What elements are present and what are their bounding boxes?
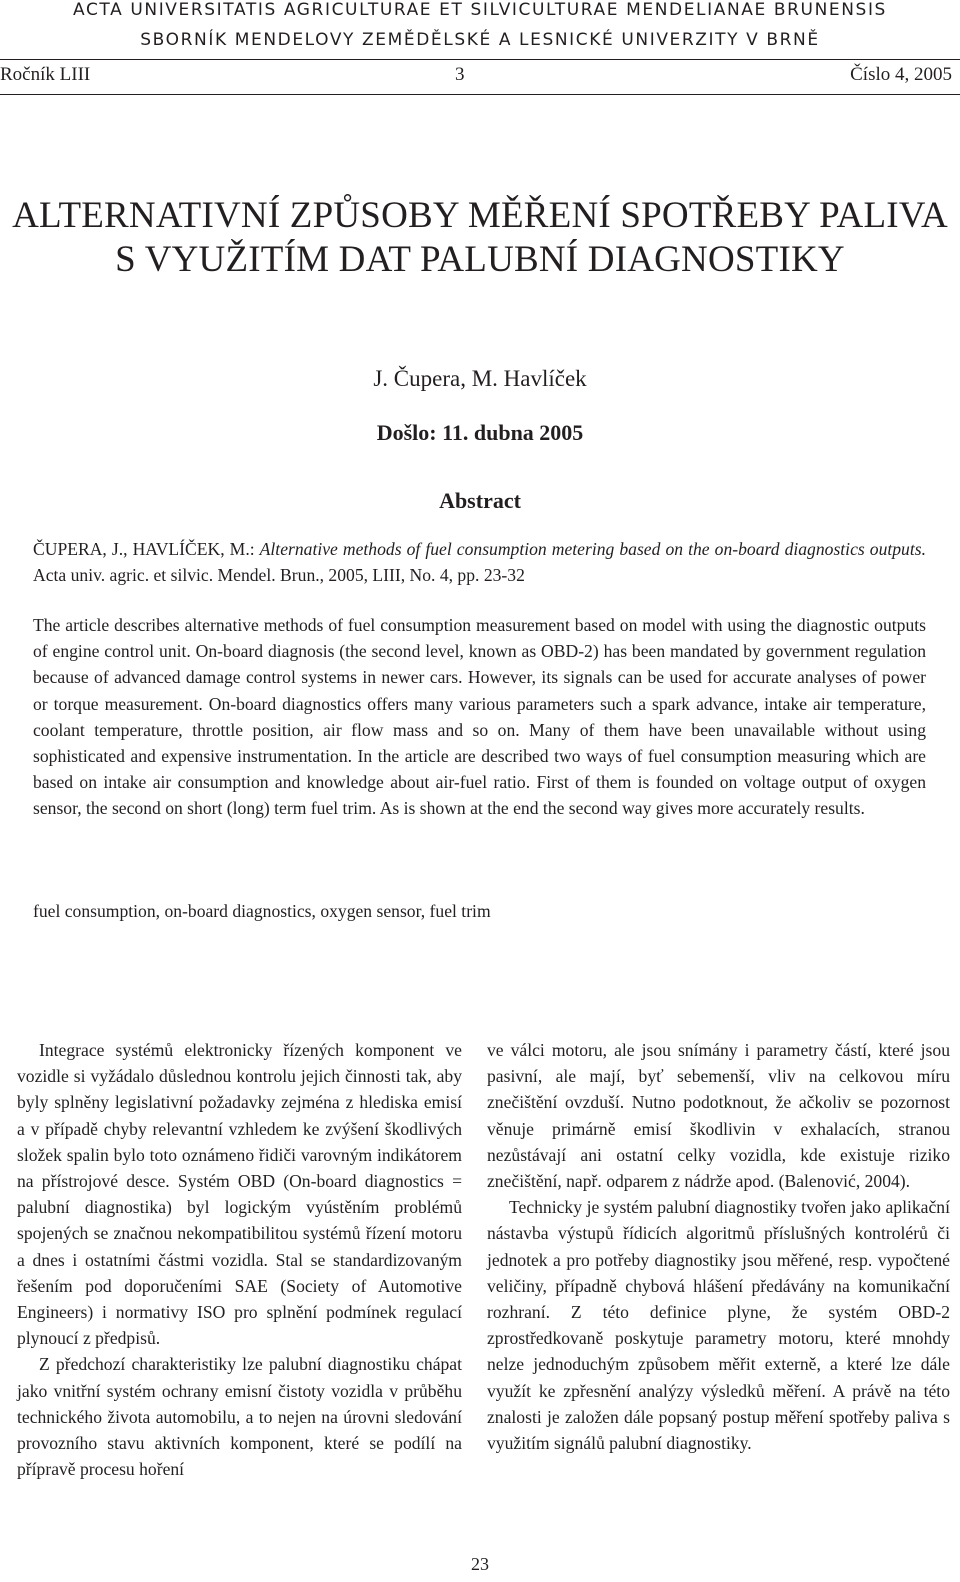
abstract-heading: Abstract [439, 488, 521, 513]
body-paragraph: Z předchozí charakteristiky lze palubní diagnostiku chápat jako vnitřní systém ochrany emisní čistoty vozidla v průběhu technického života automobilu, a to nejen na úrovni sledování provozního stavu aktivních komponent, které se podílí na přípravě procesu hoření [17, 1354, 462, 1480]
article-title-line2: S VYUŽITÍM DAT PALUBNÍ DIAGNOSTIKY [115, 239, 845, 280]
citation-source: Acta univ. agric. et silvic. Mendel. Brun., 2005, LIII, No. 4, pp. 23-32 [33, 565, 525, 586]
keywords: fuel consumption, on-board diagnostics, oxygen sensor, fuel trim [33, 901, 491, 921]
header-page-number: 3 [455, 64, 465, 85]
header-rule-bottom [0, 94, 960, 95]
received-date: Došlo: 11. dubna 2005 [376, 420, 584, 445]
page-number: 23 [471, 1554, 489, 1574]
citation-title: Alternative methods of fuel consumption metering based on the on-board diagnostics outputs. [259, 539, 926, 559]
citation [33, 536, 926, 588]
journal-name-latin: ACTA UNIVERSITATIS AGRICULTURAE ET SILVICULTURAE MENDELIANAE BRUNENSIS [73, 0, 887, 20]
header-rule-top [0, 59, 960, 60]
body-column-right [487, 1037, 950, 1456]
article-title-line1: ALTERNATIVNÍ ZPŮSOBY MĚŘENÍ SPOTŘEBY PALIVA [12, 195, 948, 236]
body-paragraph: Technicky je systém palubní diagnostiky tvořen jako aplikační nástavba výstupů řídicích algoritmů příslušných kontrolérů či jednotek a pro potřeby diagnostiky jsou měřené, resp. vypočtené veličiny, případně chybová hlášení předávány na komunikační rozhraní. Z této definice plyne, že systém OBD-2 zprostředkovaně poskytuje parametry motoru, které mnohdy nelze jednoduchým způsobem měřit externě, a které lze dále využít ke zpřesnění analýzy výsledků měření. A právě na této znalosti je založen dále popsaný postup měření spotřeby paliva s využitím signálů palubní diagnostiky. [487, 1197, 950, 1454]
body-paragraph: Integrace systémů elektronicky řízených komponent ve vozidle si vyžádalo důslednou kontrolu jejich činnosti tak, aby byly splněny legislativní požadavky zejména z hlediska emisí a v případě chyby relevantní vzhledem ke zvýšení škodlivých složek spalin bylo toto oznámeno řidiči varovným indikátorem na přístrojové desce. Systém OBD (On-board diagnostics = palubní diagnostika) byl logickým vyústěním problémů spojených se značnou nekompatibilitou systémů řízení motoru a dnes i ostatními částmi vozidla. Stal se standardizovaným řešením pod doporučeními SAE (Society of Automotive Engineers) i normativy ISO pro splnění podmínek regulací plynoucí z předpisů. [17, 1040, 462, 1349]
citation-authors: ČUPERA, J., HAVLÍČEK, M.: [33, 539, 260, 559]
body-paragraph: ve válci motoru, ale jsou snímány i parametry částí, které jsou pasivní, ale mají, byť sebemenší, vliv na celkovou míru znečištění ovzduší. Nutno podotknout, že ačkoliv se pozornost věnuje primárně emisí škodlivin v exhalacích, stranou nezůstávají ani ostatní celky vozidla, kde existuje riziko znečištění, např. odparem z nádrže apod. (Balenović, 2004). [487, 1040, 950, 1192]
journal-name-czech: SBORNÍK MENDELOVY ZEMĚDĚLSKÉ A LESNICKÉ UNIVERZITY V BRNĚ [140, 30, 820, 50]
abstract-text: The article describes alternative methods of fuel consumption measurement based on model with using the diagnostic outputs of engine control unit. On-board diagnosis (the second level, known as OBD-2) has been mandated by government regulation because of advanced damage control systems in newer cars. However, its signals can be used for accurate analyses of power or torque measurement. On-board diagnostics offers many various parameters such a spark advance, intake air temperature, coolant temperature, throttle position, air flow mass and so on. Many of them have been unavailable without using sophisticated and expensive instrumentation. In the article are described two ways of fuel consumption measuring which are based on intake air consumption and knowledge about air-fuel ratio. First of them is founded on voltage output of oxygen sensor, the second on short (long) term fuel trim. As is shown at the end the second way gives more accurately results. [33, 615, 926, 819]
authors: J. Čupera, M. Havlíček [373, 366, 587, 391]
volume-label: Ročník LIII [0, 64, 91, 85]
body-column-left [17, 1037, 462, 1482]
issue-label: Číslo 4, 2005 [850, 64, 952, 85]
